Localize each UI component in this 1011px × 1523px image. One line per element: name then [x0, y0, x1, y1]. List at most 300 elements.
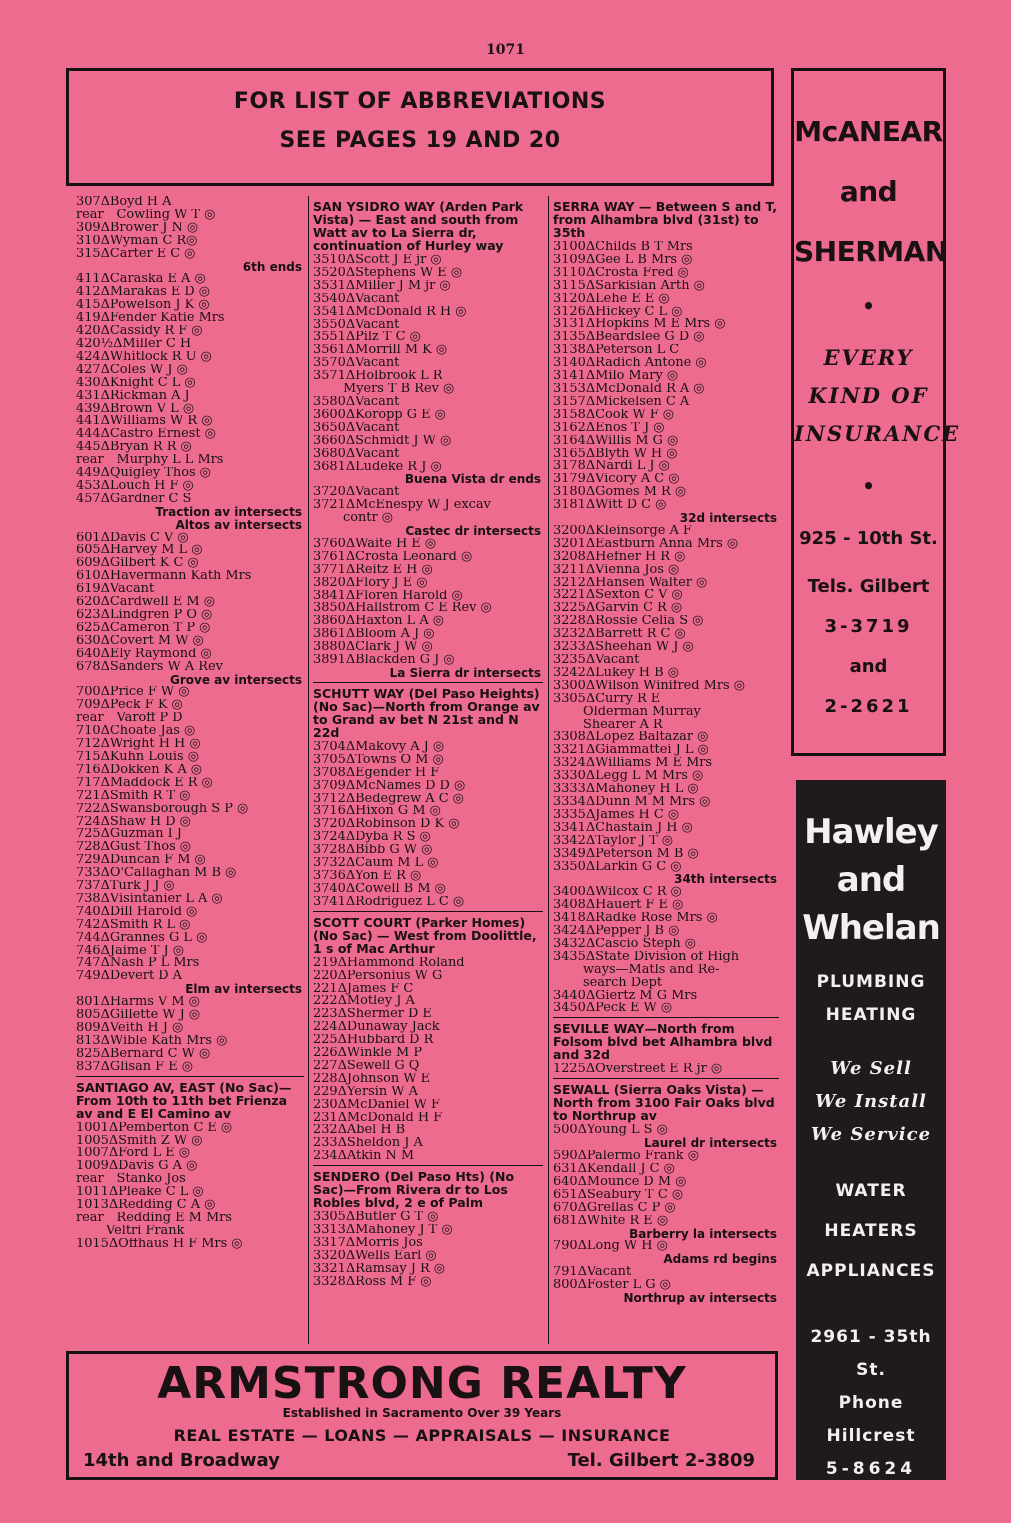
house-number: 640	[553, 1175, 578, 1189]
resident-name: Williams M E Mrs	[595, 757, 713, 771]
house-number: 3709	[313, 779, 346, 793]
house-number: 3510	[313, 254, 346, 267]
house-number: 738	[76, 892, 101, 906]
directory-entry	[313, 1211, 543, 1224]
house-number: rear	[76, 712, 104, 726]
directory-entry	[553, 744, 779, 757]
resident-name: Hefner H R ◎	[595, 550, 686, 564]
directory-entry	[553, 589, 779, 602]
delta-icon: Δ	[585, 305, 596, 319]
column-divider	[308, 196, 309, 1344]
delta-icon: Δ	[585, 795, 596, 809]
resident-name: Sarkisian Arth ◎	[595, 279, 705, 293]
resident-name: Wells Earl ◎	[355, 1249, 437, 1263]
resident-name: Vacant	[355, 447, 400, 461]
house-number: 1225	[553, 1063, 586, 1077]
directory-entry	[553, 254, 779, 267]
delta-icon: Δ	[100, 221, 110, 235]
resident-name: Ford L E ◎	[118, 1147, 191, 1161]
resident-name: Nash P L Mrs	[109, 957, 200, 971]
house-number: 3330	[553, 770, 586, 784]
resident-name: James H C ◎	[595, 808, 680, 822]
resident-name: Childs B T Mrs	[595, 241, 693, 254]
delta-icon: Δ	[100, 647, 110, 661]
house-number: 620	[76, 596, 101, 609]
delta-icon: Δ	[345, 305, 356, 319]
directory-entry	[553, 783, 779, 796]
resident-name: Grannes G L ◎	[109, 931, 208, 945]
directory-entry	[313, 551, 543, 564]
house-number: 729	[76, 854, 101, 868]
resident-name: Butler G T ◎	[355, 1211, 439, 1225]
house-number: 3741	[313, 895, 346, 909]
house-number: 3418	[553, 912, 586, 926]
directory-entry	[76, 790, 304, 803]
delta-icon: Δ	[100, 905, 110, 919]
delta-icon: Δ	[345, 563, 356, 577]
directory-entry	[553, 383, 779, 396]
resident-name: Johnson W E	[346, 1072, 430, 1086]
delta-icon: Δ	[345, 460, 356, 474]
house-number: 3424	[553, 925, 586, 938]
resident-name: Vacant	[355, 421, 400, 435]
resident-name: Dunaway Jack	[346, 1021, 440, 1035]
delta-icon: Δ	[585, 279, 596, 293]
directory-entry	[553, 667, 779, 680]
delta-icon: Δ	[108, 1134, 119, 1148]
resident-name: Radich Antone ◎	[595, 357, 707, 371]
delta-icon: Δ	[577, 1201, 587, 1215]
abbreviations-notice	[66, 68, 774, 186]
delta-icon: Δ	[585, 692, 596, 706]
delta-icon: Δ	[100, 931, 110, 945]
directory-entry	[313, 1124, 543, 1137]
directory-entry	[553, 706, 779, 719]
delta-icon: Δ	[585, 421, 596, 435]
directory-entry	[553, 938, 779, 951]
resident-name: Myers T B Rev ◎	[343, 383, 455, 396]
directory-entry	[76, 338, 304, 351]
house-number: 722	[76, 802, 101, 816]
directory-entry	[76, 635, 304, 648]
house-number: rear	[76, 1211, 104, 1225]
resident-name: Peck E W ◎	[595, 1002, 673, 1016]
directory-entry	[553, 538, 779, 551]
directory-entry	[313, 448, 543, 461]
resident-name: Ramsay J R ◎	[355, 1262, 446, 1276]
delta-icon: Δ	[108, 1237, 119, 1251]
resident-name: Murphy L L Mrs	[116, 454, 224, 468]
delta-icon: Δ	[100, 479, 110, 493]
house-number: 415	[76, 299, 101, 313]
house-number: 431	[76, 389, 101, 403]
house-number: 500	[553, 1124, 578, 1138]
resident-name: Smith R T ◎	[109, 789, 191, 803]
delta-icon	[104, 209, 117, 222]
resident-name: Abel H B	[346, 1124, 406, 1138]
delta-icon: Δ	[585, 602, 596, 616]
directory-entry	[76, 893, 304, 906]
house-number: 3300	[553, 679, 586, 693]
section-divider	[313, 682, 543, 683]
delta-icon: Δ	[345, 792, 356, 806]
directory-entry	[76, 209, 304, 222]
delta-icon: Δ	[585, 318, 596, 332]
delta-icon: Δ	[585, 344, 596, 358]
house-number: 3771	[313, 563, 346, 577]
delta-icon: Δ	[100, 776, 110, 790]
resident-name: Louch H F ◎	[109, 479, 194, 493]
delta-icon: Δ	[337, 1150, 347, 1164]
directory-entry	[313, 344, 543, 357]
house-number: 310	[76, 234, 101, 248]
abbreviations-line-1: FOR LIST OF ABBREVIATIONS	[233, 89, 607, 114]
directory-entry	[313, 538, 543, 551]
house-number: 3408	[553, 899, 586, 913]
delta-icon: Δ	[345, 408, 356, 422]
delta-icon: Δ	[585, 241, 596, 254]
resident-name: Willis M G ◎	[595, 434, 679, 448]
house-number: 3211	[553, 563, 586, 577]
delta-icon: Δ	[345, 641, 356, 655]
house-number: 3705	[313, 753, 346, 767]
resident-name: Offhaus H F Mrs ◎	[118, 1237, 243, 1251]
delta-icon	[104, 712, 117, 725]
house-number: 3179	[553, 473, 586, 487]
resident-name: McDaniel W F	[346, 1098, 440, 1112]
resident-name: Rickman A J	[109, 389, 190, 403]
delta-icon: Δ	[337, 1111, 347, 1125]
house-number: 3580	[313, 395, 346, 409]
directory-entry	[313, 1060, 543, 1073]
directory-entry	[76, 248, 304, 261]
resident-name: Enos T J ◎	[595, 421, 665, 435]
resident-name: Castro Ernest ◎	[109, 428, 216, 442]
resident-name: Miller J M jr ◎	[355, 279, 451, 293]
directory-entry	[553, 409, 779, 422]
delta-icon: Δ	[345, 331, 356, 345]
directory-entry	[313, 396, 543, 409]
house-number: 623	[76, 609, 101, 622]
resident-name: Covert M W ◎	[109, 634, 204, 648]
directory-entry	[76, 493, 304, 506]
delta-icon: Δ	[337, 956, 347, 970]
house-number: 709	[76, 699, 101, 713]
resident-name: Blyth W H ◎	[595, 447, 678, 461]
directory-entry	[553, 796, 779, 809]
house-number: 3180	[553, 486, 586, 500]
resident-name: Hallstrom C E Rev ◎	[355, 602, 492, 616]
directory-entry	[553, 899, 779, 912]
directory-entry	[313, 1250, 543, 1263]
house-number: 3305	[553, 692, 586, 706]
house-number: 670	[553, 1201, 578, 1215]
resident-name: Smith R L ◎	[109, 918, 191, 932]
resident-name: Kendall J C ◎	[586, 1163, 675, 1176]
resident-name: Grellas C P ◎	[586, 1201, 676, 1215]
directory-entry	[76, 351, 304, 364]
delta-icon: Δ	[108, 1199, 119, 1212]
resident-name: Sanders W A Rev	[109, 660, 223, 674]
delta-icon: Δ	[100, 299, 110, 313]
house-number: 3761	[313, 550, 346, 564]
house-number: 3708	[313, 766, 346, 780]
house-number: 220	[313, 969, 338, 983]
house-number: 3138	[553, 344, 586, 358]
resident-name: contr ◎	[343, 512, 393, 526]
directory-entry	[313, 1263, 543, 1276]
resident-name: Hixon G M ◎	[355, 805, 441, 819]
house-number: 681	[553, 1214, 578, 1228]
delta-icon: Δ	[585, 989, 596, 1003]
resident-name: Gilbert K C ◎	[109, 557, 199, 571]
delta-icon: Δ	[577, 1163, 587, 1176]
delta-icon: Δ	[100, 621, 110, 635]
delta-icon: Δ	[345, 576, 356, 590]
resident-name: Winkle M P	[346, 1047, 422, 1060]
resident-name: Rossie Celia S ◎	[595, 615, 704, 629]
resident-name: Dyba R S ◎	[355, 831, 431, 845]
directory-entry	[76, 622, 304, 635]
directory-entry	[313, 486, 543, 499]
resident-name: Hauert F E ◎	[595, 899, 684, 913]
delta-icon: Δ	[585, 563, 596, 577]
bullet-icon: •	[862, 474, 875, 498]
resident-name: Gomes M R ◎	[595, 486, 687, 500]
house-number: 3321	[553, 744, 586, 758]
directory-entry	[76, 1122, 304, 1135]
house-number: 710	[76, 725, 101, 739]
directory-entry	[313, 995, 543, 1008]
house-number: 3233	[553, 641, 586, 654]
delta-icon: Δ	[100, 699, 110, 713]
house-number: 740	[76, 905, 101, 919]
ad-tels-label: Tels. Gilbert	[807, 576, 930, 597]
house-number: 449	[76, 467, 101, 480]
ad-tagline-1: EVERY	[823, 345, 914, 370]
resident-name: Cascio Steph ◎	[595, 937, 697, 951]
delta-icon: Δ	[100, 544, 110, 558]
delta-icon: Δ	[345, 1249, 356, 1263]
resident-name: Reitz E H ◎	[355, 563, 433, 577]
house-number: 3880	[313, 641, 346, 655]
resident-name: Powelson J K ◎	[109, 299, 210, 313]
directory-entry	[553, 1215, 779, 1228]
resident-name: Long W H ◎	[586, 1240, 668, 1254]
directory-entry	[553, 564, 779, 577]
directory-entry	[313, 1034, 543, 1047]
directory-entry	[313, 306, 543, 319]
house-number: 3208	[553, 550, 586, 564]
delta-icon: Δ	[585, 589, 596, 603]
resident-name: Waite H E ◎	[355, 537, 437, 551]
house-number: 3200	[553, 524, 586, 538]
directory-entry	[76, 454, 304, 467]
directory-entry	[76, 1147, 304, 1160]
resident-name: Egender H F	[355, 766, 440, 780]
resident-name: James F C	[346, 982, 414, 996]
house-number: 219	[313, 956, 338, 970]
delta-icon: Δ	[337, 982, 347, 996]
house-number: 232	[313, 1124, 338, 1138]
resident-name: White R E ◎	[586, 1214, 669, 1228]
directory-entry	[553, 693, 779, 706]
resident-name: Gee L B Mrs ◎	[595, 253, 693, 267]
resident-name: Williams W R ◎	[109, 415, 213, 429]
directory-entry	[76, 557, 304, 570]
resident-name: Floren Harold ◎	[355, 589, 463, 603]
house-number: 3728	[313, 844, 346, 858]
resident-name: Fender Katie Mrs	[109, 312, 225, 326]
resident-name: Vacant	[586, 1266, 632, 1280]
directory-entry	[553, 370, 779, 383]
directory-entry	[313, 267, 543, 280]
directory-entry	[313, 818, 543, 831]
resident-name: Veltri Frank	[106, 1224, 185, 1238]
directory-entry	[76, 816, 304, 829]
directory-entry	[76, 906, 304, 919]
house-number: 444	[76, 428, 101, 442]
directory-entry	[76, 544, 304, 557]
delta-icon: Δ	[345, 615, 356, 629]
house-number: 307	[76, 196, 101, 209]
house-number: 3660	[313, 434, 346, 448]
cross-street-note: Buena Vista dr ends	[404, 472, 541, 487]
directory-entry	[313, 615, 543, 628]
delta-icon: Δ	[100, 467, 110, 480]
house-number: 3520	[313, 266, 346, 280]
house-number: 3317	[313, 1237, 346, 1250]
delta-icon: Δ	[100, 686, 110, 700]
directory-entry	[76, 725, 304, 738]
delta-icon: Δ	[585, 447, 596, 461]
resident-name: Radke Rose Mrs ◎	[595, 912, 718, 926]
directory-entry	[76, 699, 304, 712]
directory-entry	[553, 835, 779, 848]
delta-icon: Δ	[100, 389, 110, 403]
delta-icon: Δ	[585, 679, 596, 693]
house-number: 605	[76, 544, 101, 558]
delta-icon: Δ	[577, 1266, 587, 1280]
directory-entry	[313, 970, 543, 983]
directory-entry	[313, 754, 543, 767]
house-number: 716	[76, 763, 101, 777]
street-heading: SAN YSIDRO WAY (Arden Park Vista) — East and south from Watt av to La Sierra dr, continuation of Hurley way	[313, 199, 524, 253]
delta-icon: Δ	[100, 325, 110, 338]
house-number: 225	[313, 1034, 338, 1048]
house-number: 809	[76, 1022, 101, 1035]
house-number: 3212	[553, 576, 586, 590]
house-number: 747	[76, 957, 101, 971]
house-number: 3158	[553, 408, 586, 422]
directory-entry	[313, 383, 543, 396]
ad-name-1: McANEAR	[794, 115, 943, 148]
directory-entry	[76, 428, 304, 441]
delta-icon: Δ	[585, 666, 596, 680]
delta-icon: Δ	[345, 882, 356, 896]
directory-entry	[553, 551, 779, 564]
resident-name: Whitlock R U ◎	[109, 350, 212, 364]
resident-name: Duncan F M ◎	[109, 854, 206, 868]
directory-entry	[76, 854, 304, 867]
delta-icon: Δ	[100, 660, 110, 674]
street-heading: SENDERO (Del Paso Hts) (No Sac)—From Rivera dr to Los Robles blvd, 2 e of Palm	[313, 1169, 515, 1211]
delta-icon: Δ	[337, 1098, 347, 1112]
house-number: 3600	[313, 408, 346, 422]
directory-entry	[313, 870, 543, 883]
house-number: 457	[76, 492, 101, 506]
house-number: 229	[313, 1085, 338, 1099]
ad-title: ARMSTRONG REALTY	[157, 1358, 687, 1409]
house-number: 3313	[313, 1224, 346, 1237]
house-number: 233	[313, 1137, 338, 1151]
house-number: 3181	[553, 499, 586, 513]
resident-name: Kuhn Louis ◎	[109, 750, 199, 764]
directory-entry	[313, 883, 543, 896]
resident-name: Varoff P D	[116, 712, 183, 726]
directory-entry	[76, 596, 304, 609]
house-number: 640	[76, 647, 101, 661]
delta-icon: Δ	[585, 1063, 596, 1077]
house-number: 721	[76, 789, 101, 803]
resident-name: Cardwell E M ◎	[109, 596, 215, 609]
street-heading: SEWALL (Sierra Oaks Vista) — North from 3100 Fair Oaks blvd to Northrup av	[553, 1082, 775, 1124]
resident-name: Ely Raymond ◎	[109, 647, 212, 661]
directory-entry	[76, 299, 304, 312]
ad-tagline-3: INSURANCE	[794, 421, 961, 446]
house-number: 3760	[313, 537, 346, 551]
directory-entry	[76, 1009, 304, 1022]
delta-icon: Δ	[100, 609, 110, 622]
delta-icon: Δ	[100, 1047, 110, 1061]
resident-name: Holbrook L R	[355, 370, 443, 384]
resident-name: Crosta Fred ◎	[595, 266, 689, 280]
house-number: 3178	[553, 460, 586, 474]
resident-name: Vacant	[355, 292, 400, 306]
resident-name: Guzman I J	[109, 828, 182, 842]
directory-entry	[553, 357, 779, 370]
house-number: 3135	[553, 331, 586, 345]
directory-entry	[76, 803, 304, 816]
house-number: 3225	[553, 602, 586, 616]
house-number: 3335	[553, 808, 586, 822]
house-number: 825	[76, 1047, 101, 1061]
resident-name: ways—Matls and Re-	[583, 963, 720, 977]
directory-entry	[313, 805, 543, 818]
house-number: 3571	[313, 370, 346, 384]
directory-entry	[313, 957, 543, 970]
resident-name: Giammattei J L ◎	[595, 744, 709, 758]
delta-icon: Δ	[100, 854, 110, 868]
house-number: 1013	[76, 1199, 109, 1212]
delta-icon: Δ	[100, 531, 110, 545]
cross-street-note: Castec dr intersects	[405, 524, 541, 539]
bullet-icon: •	[862, 294, 875, 318]
resident-name: Shermer D E	[346, 1008, 432, 1022]
resident-name: Curry R E	[595, 692, 661, 706]
directory-entry	[76, 467, 304, 480]
delta-icon: Δ	[108, 1160, 119, 1174]
house-number: 3221	[553, 589, 586, 603]
directory-entry	[76, 312, 304, 325]
house-number: 813	[76, 1034, 101, 1048]
delta-icon: Δ	[345, 779, 356, 793]
directory-entry	[76, 583, 304, 596]
house-number: 3320	[313, 1249, 346, 1263]
house-number: 3540	[313, 292, 346, 306]
house-number: 805	[76, 1009, 101, 1022]
directory-entry	[76, 764, 304, 777]
